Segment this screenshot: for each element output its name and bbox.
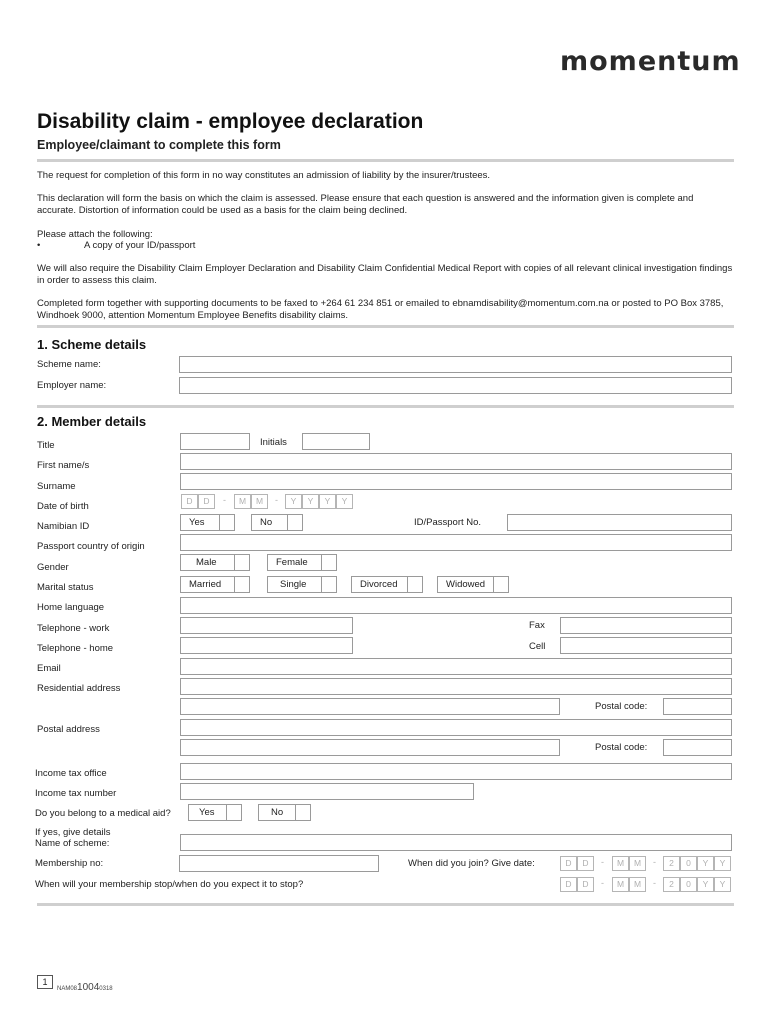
postal-code-input[interactable] bbox=[663, 739, 732, 756]
cell-input[interactable] bbox=[560, 637, 732, 654]
date-cell[interactable]: D bbox=[198, 494, 215, 509]
date-cell[interactable]: Y bbox=[714, 877, 731, 892]
checkbox[interactable] bbox=[321, 554, 337, 571]
membership-no-label: Membership no: bbox=[35, 858, 104, 869]
marital-widowed-option[interactable] bbox=[437, 576, 509, 593]
checkbox[interactable] bbox=[493, 576, 509, 593]
option-label: Male bbox=[180, 554, 234, 571]
initials-label: Initials bbox=[260, 437, 287, 448]
residential-postal-code-label: Postal code: bbox=[595, 701, 648, 712]
section-heading-scheme: 1. Scheme details bbox=[37, 337, 147, 352]
divider bbox=[37, 903, 734, 906]
momentum-logo: momentum bbox=[560, 46, 741, 77]
intro-paragraph-4: Completed form together with supporting documents to be faxed to +264 61 234 851 or emailed to ebnamdisability@momentum.com.na or posted to PO Box 3785, Windhoek 9000, attention Momentum Employee Benefits disability claims. bbox=[37, 298, 724, 321]
intro-paragraph-1: The request for completion of this form in no way constitutes an admission of liability by the insurer/trustees. bbox=[37, 170, 491, 181]
tel-work-label: Telephone - work bbox=[37, 623, 110, 634]
date-cell[interactable]: M bbox=[612, 877, 629, 892]
postal-address-line-2[interactable] bbox=[180, 739, 560, 756]
option-label: Female bbox=[267, 554, 321, 571]
date-separator: - bbox=[601, 857, 604, 867]
scheme-name-input[interactable] bbox=[179, 356, 732, 373]
section-heading-member: 2. Member details bbox=[37, 414, 147, 429]
option-label: Widowed bbox=[437, 576, 493, 593]
email-input[interactable] bbox=[180, 658, 732, 675]
date-cell[interactable]: Y bbox=[285, 494, 302, 509]
form-code-suffix: 0318 bbox=[99, 986, 113, 992]
medical-scheme-name-input[interactable] bbox=[180, 834, 732, 851]
cell-label: Cell bbox=[529, 641, 546, 652]
tel-home-input[interactable] bbox=[180, 637, 353, 654]
date-cell[interactable]: Y bbox=[336, 494, 353, 509]
checkbox[interactable] bbox=[226, 804, 242, 821]
medical-aid-question: Do you belong to a medical aid? bbox=[35, 808, 171, 819]
attach-item: A copy of your ID/passport bbox=[84, 240, 196, 251]
option-label: No bbox=[251, 514, 287, 531]
divider bbox=[37, 405, 734, 408]
passport-country-input[interactable] bbox=[180, 534, 732, 551]
checkbox[interactable] bbox=[287, 514, 303, 531]
option-label: Yes bbox=[188, 804, 226, 821]
date-cell[interactable]: 2 bbox=[663, 856, 680, 871]
email-label: Email bbox=[37, 663, 61, 674]
intro-paragraph-2: This declaration will form the basis on which the claim is assessed. Please ensure that each question is answered and the information given is complete and accurate. Distortion of information could be used as a basis for the claim being declined. bbox=[37, 193, 694, 216]
checkbox[interactable] bbox=[219, 514, 235, 531]
gender-label: Gender bbox=[37, 562, 69, 573]
date-cell[interactable]: M bbox=[612, 856, 629, 871]
marital-married-option[interactable] bbox=[180, 576, 250, 593]
surname-input[interactable] bbox=[180, 473, 732, 490]
date-separator: - bbox=[223, 495, 226, 505]
option-label: Married bbox=[180, 576, 234, 593]
page-number: 1 bbox=[37, 975, 53, 989]
date-cell[interactable]: D bbox=[560, 856, 577, 871]
checkbox[interactable] bbox=[234, 554, 250, 571]
date-cell[interactable]: M bbox=[251, 494, 268, 509]
residential-address-label: Residential address bbox=[37, 683, 121, 694]
passport-country-label: Passport country of origin bbox=[37, 541, 145, 552]
title-label: Title bbox=[37, 440, 55, 451]
divider bbox=[37, 159, 734, 162]
scheme-name-label: Scheme name: bbox=[37, 359, 101, 370]
option-label: Single bbox=[267, 576, 321, 593]
home-language-input[interactable] bbox=[180, 597, 732, 614]
date-cell[interactable]: M bbox=[629, 877, 646, 892]
id-passport-label: ID/Passport No. bbox=[414, 517, 482, 528]
date-cell[interactable]: 0 bbox=[680, 856, 697, 871]
page-subtitle: Employee/claimant to complete this form bbox=[37, 138, 281, 152]
option-label: Yes bbox=[180, 514, 219, 531]
residential-postal-code-input[interactable] bbox=[663, 698, 732, 715]
fax-label: Fax bbox=[529, 620, 545, 631]
date-cell[interactable]: Y bbox=[697, 856, 714, 871]
date-cell[interactable]: 2 bbox=[663, 877, 680, 892]
income-tax-number-label: Income tax number bbox=[35, 788, 117, 799]
date-cell[interactable]: D bbox=[181, 494, 198, 509]
checkbox[interactable] bbox=[234, 576, 250, 593]
surname-label: Surname bbox=[37, 481, 76, 492]
income-tax-number-input[interactable] bbox=[180, 783, 474, 800]
income-tax-office-input[interactable] bbox=[180, 763, 732, 780]
membership-no-input[interactable] bbox=[179, 855, 379, 872]
first-names-input[interactable] bbox=[180, 453, 732, 470]
date-cell[interactable]: Y bbox=[714, 856, 731, 871]
marital-status-label: Marital status bbox=[37, 582, 94, 593]
form-code bbox=[57, 977, 113, 995]
home-language-label: Home language bbox=[37, 602, 105, 613]
date-cell[interactable]: Y bbox=[319, 494, 336, 509]
namibian-id-yes-option[interactable] bbox=[180, 514, 235, 531]
residential-address-line-1[interactable] bbox=[180, 678, 732, 695]
title-input[interactable] bbox=[180, 433, 250, 450]
attach-heading: Please attach the following: bbox=[37, 229, 153, 240]
gender-male-option[interactable] bbox=[180, 554, 250, 571]
checkbox[interactable] bbox=[407, 576, 423, 593]
residential-address-line-2[interactable] bbox=[180, 698, 560, 715]
employer-name-label: Employer name: bbox=[37, 380, 107, 391]
medical-aid-no-option[interactable] bbox=[258, 804, 311, 821]
join-date-label: When did you join? Give date: bbox=[408, 858, 535, 869]
bullet: • bbox=[37, 240, 41, 251]
date-cell[interactable]: M bbox=[234, 494, 251, 509]
marital-single-option[interactable] bbox=[267, 576, 337, 593]
gender-female-option[interactable] bbox=[267, 554, 337, 571]
checkbox[interactable] bbox=[295, 804, 311, 821]
date-separator: - bbox=[275, 495, 278, 505]
date-cell[interactable]: Y bbox=[302, 494, 319, 509]
form-code-prefix: NAM08 bbox=[57, 986, 78, 992]
first-names-label: First name/s bbox=[37, 460, 90, 471]
page-title: Disability claim - employee declaration bbox=[37, 110, 424, 133]
date-cell[interactable]: 0 bbox=[680, 877, 697, 892]
intro-paragraph-3: We will also require the Disability Claim Employer Declaration and Disability Claim Confidential Medical Report with copies of all relevant clinical investigation findings in order to assess this claim. bbox=[37, 263, 733, 286]
divider bbox=[37, 325, 734, 328]
checkbox[interactable] bbox=[321, 576, 337, 593]
namibian-id-no-option[interactable] bbox=[251, 514, 303, 531]
postal-code-label: Postal code: bbox=[595, 742, 648, 753]
initials-input[interactable] bbox=[302, 433, 370, 450]
postal-address-label: Postal address bbox=[37, 724, 100, 735]
date-cell[interactable]: M bbox=[629, 856, 646, 871]
date-separator: - bbox=[653, 878, 656, 888]
id-passport-input[interactable] bbox=[507, 514, 732, 531]
date-separator: - bbox=[653, 857, 656, 867]
date-cell[interactable]: D bbox=[560, 877, 577, 892]
date-cell[interactable]: Y bbox=[697, 877, 714, 892]
dob-label: Date of birth bbox=[37, 501, 89, 512]
medical-aid-yes-option[interactable] bbox=[188, 804, 242, 821]
stop-date-label: When will your membership stop/when do you expect it to stop? bbox=[35, 879, 304, 890]
option-label: Divorced bbox=[351, 576, 407, 593]
if-yes-label: If yes, give details bbox=[35, 827, 111, 838]
form-code-main: 1004 bbox=[77, 982, 100, 993]
date-cell[interactable]: D bbox=[577, 856, 594, 871]
name-of-scheme-label: Name of scheme: bbox=[35, 838, 110, 849]
tel-work-input[interactable] bbox=[180, 617, 353, 634]
employer-name-input[interactable] bbox=[179, 377, 732, 394]
fax-input[interactable] bbox=[560, 617, 732, 634]
namibian-id-label: Namibian ID bbox=[37, 521, 90, 532]
postal-address-line-1[interactable] bbox=[180, 719, 732, 736]
marital-divorced-option[interactable] bbox=[351, 576, 423, 593]
date-separator: - bbox=[601, 878, 604, 888]
income-tax-office-label: Income tax office bbox=[35, 768, 107, 779]
date-cell[interactable]: D bbox=[577, 877, 594, 892]
tel-home-label: Telephone - home bbox=[37, 643, 114, 654]
option-label: No bbox=[258, 804, 295, 821]
